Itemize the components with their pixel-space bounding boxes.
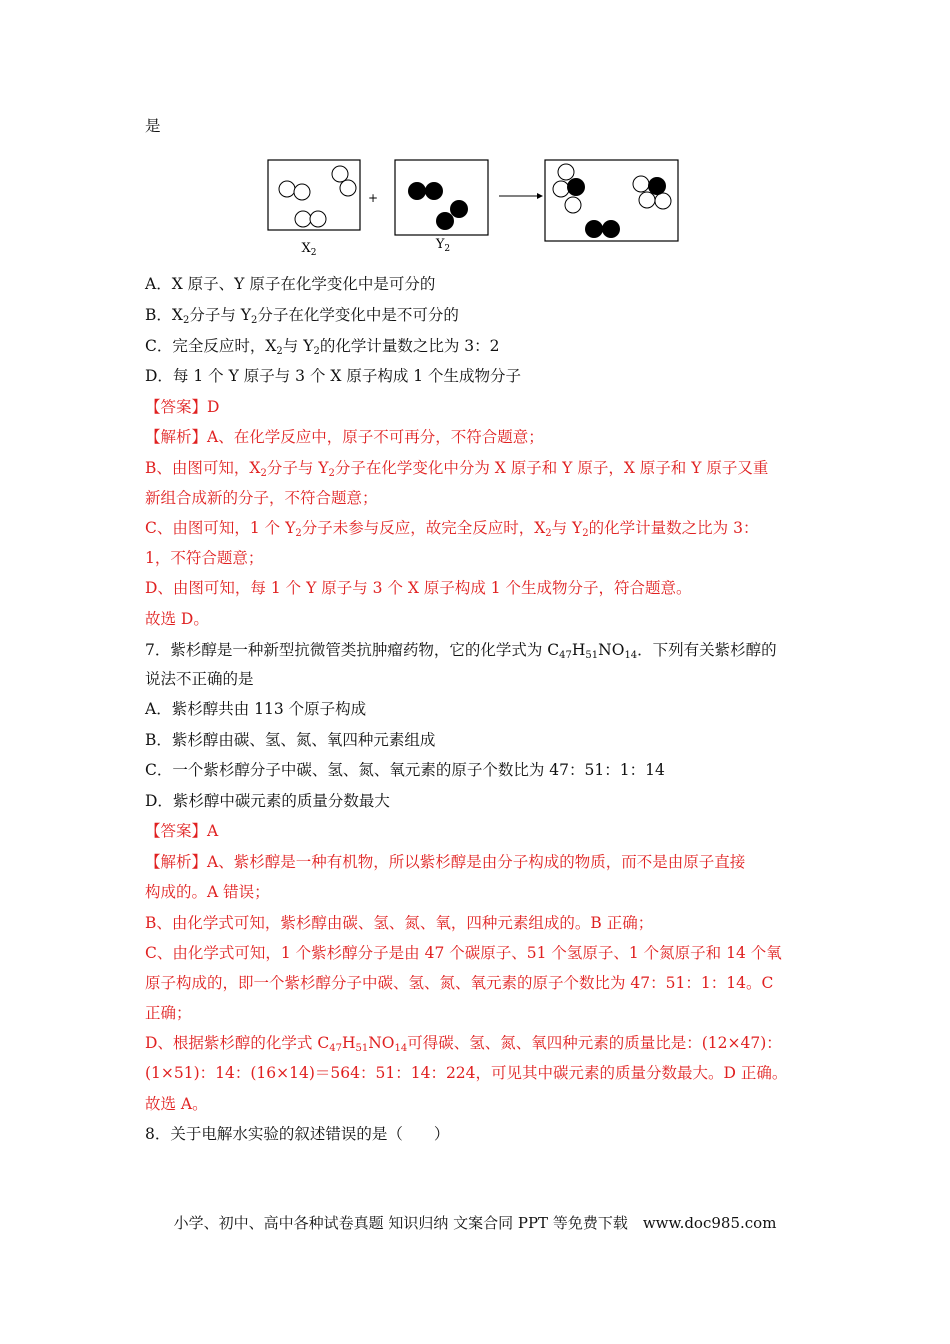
q7-explanation-line: D、根据紫杉醇的化学式 $C_{47}H_{51}NO_{14}$可得碳、氢、氮、氧四种元素的质量比是：(12×47)： bbox=[145, 1034, 782, 1054]
y-atom bbox=[425, 182, 443, 200]
q6-option-a: A．X 原子、Y 原子在化学变化中是可分的 bbox=[145, 275, 436, 293]
q6-explanation-line: D、由图可知，每 1 个 Y 原子与 3 个 X 原子构成 1 个生成物分子，符合题意。 bbox=[145, 579, 692, 597]
y-atom bbox=[436, 212, 454, 230]
q7-option-d: D．紫杉醇中碳元素的质量分数最大 bbox=[145, 792, 390, 810]
y-atom bbox=[450, 200, 468, 218]
q6-explanation-line: 1，不符合题意； bbox=[145, 549, 264, 567]
y-atom bbox=[567, 178, 585, 196]
q6-explanation-line: C、由图可知，1 个 $Y_2$分子未参与反应，故完全反应时，$X_2$与 $Y_2$的化学计量数之比为 3： bbox=[145, 519, 759, 539]
q7-explanation-line: C、由化学式可知，1 个紫杉醇分子是由 47 个碳原子、51 个氢原子、1 个氮原子和 14 个氧 bbox=[145, 944, 782, 962]
label-y2: $Y_2$ bbox=[435, 237, 451, 254]
q7-explanation-line: 故选 A。 bbox=[145, 1095, 208, 1113]
q6-explanation-line: 【解析】A、在化学反应中，原子不可再分，不符合题意； bbox=[145, 428, 544, 446]
q6-option-b: B．$X_2$分子与 $Y_2$分子在化学变化中是不可分的 bbox=[145, 306, 459, 326]
q7-explanation-line: 原子构成的，即一个紫杉醇分子中碳、氢、氮、氧元素的原子个数比为 47：51：1：14。C bbox=[145, 974, 774, 992]
label-x2: $X_2$ bbox=[301, 241, 317, 256]
q6-explanation-line: 故选 D。 bbox=[145, 610, 209, 628]
q7-explanation-line: 正确； bbox=[145, 1004, 192, 1022]
q7-answer: 【答案】A bbox=[145, 822, 219, 840]
x-atom bbox=[633, 176, 649, 192]
q6-answer: 【答案】D bbox=[145, 398, 220, 416]
q7-option-c: C．一个紫杉醇分子中碳、氢、氮、氧元素的原子个数比为 47：51：1：14 bbox=[145, 761, 665, 779]
x-atom bbox=[558, 164, 574, 180]
x-atom bbox=[294, 184, 310, 200]
q7-stem: 说法不正确的是 bbox=[145, 670, 254, 688]
q7-option-a: A．紫杉醇共由 113 个原子构成 bbox=[145, 700, 367, 718]
q7-explanation-line: B、由化学式可知，紫杉醇由碳、氢、氮、氧，四种元素组成的。B 正确； bbox=[145, 914, 654, 932]
question-stem-tail: 是 bbox=[145, 117, 161, 135]
q6-explanation-line: B、由图可知，$X_2$分子与 $Y_2$分子在化学变化中分为 X 原子和 Y 原子，X 原子和 Y 原子又重 bbox=[145, 459, 769, 479]
x-atom bbox=[340, 180, 356, 196]
y-atom bbox=[408, 182, 426, 200]
q7-option-b: B．紫杉醇由碳、氢、氮、氧四种元素组成 bbox=[145, 731, 436, 749]
y-atom bbox=[648, 177, 666, 195]
y-atom bbox=[602, 220, 620, 238]
x-atom bbox=[332, 166, 348, 182]
reaction-diagram bbox=[262, 156, 692, 256]
reaction-arrow-head bbox=[537, 193, 543, 199]
q7-stem: 7．紫杉醇是一种新型抗微管类抗肿瘤药物，它的化学式为 $C_{47}H_{51}NO_{14}$．下列有关紫杉醇的 bbox=[145, 641, 777, 661]
q7-explanation-line: 【解析】A、紫杉醇是一种有机物，所以紫杉醇是由分子构成的物质，而不是由原子直接 bbox=[145, 853, 746, 871]
x-atom bbox=[553, 181, 569, 197]
x-atom bbox=[279, 181, 295, 197]
q7-explanation-line: (1×51)：14：(16×14)＝564：51：14：224，可见其中碳元素的质量分数最大。D 正确。 bbox=[145, 1064, 788, 1082]
plus-sign: + bbox=[367, 191, 379, 205]
y-atom bbox=[585, 220, 603, 238]
x-atom bbox=[565, 197, 581, 213]
q8-stem: 8．关于电解水实验的叙述错误的是（ ） bbox=[145, 1125, 450, 1143]
q6-option-c: C．完全反应时，$X_2$与 $Y_2$的化学计量数之比为 3：2 bbox=[145, 337, 500, 357]
q7-explanation-line: 构成的。A 错误； bbox=[145, 883, 270, 901]
page-footer: 小学、初中、高中各种试卷真题 知识归纳 文案合同 PPT 等免费下载 www.doc985.com bbox=[173, 1214, 777, 1232]
q6-explanation-line: 新组合成新的分子，不符合题意； bbox=[145, 489, 378, 507]
x-atom bbox=[310, 211, 326, 227]
x-atom bbox=[655, 193, 671, 209]
x-atom bbox=[295, 211, 311, 227]
x-atom bbox=[639, 192, 655, 208]
q6-option-d: D．每 1 个 Y 原子与 3 个 X 原子构成 1 个生成物分子 bbox=[145, 367, 522, 385]
